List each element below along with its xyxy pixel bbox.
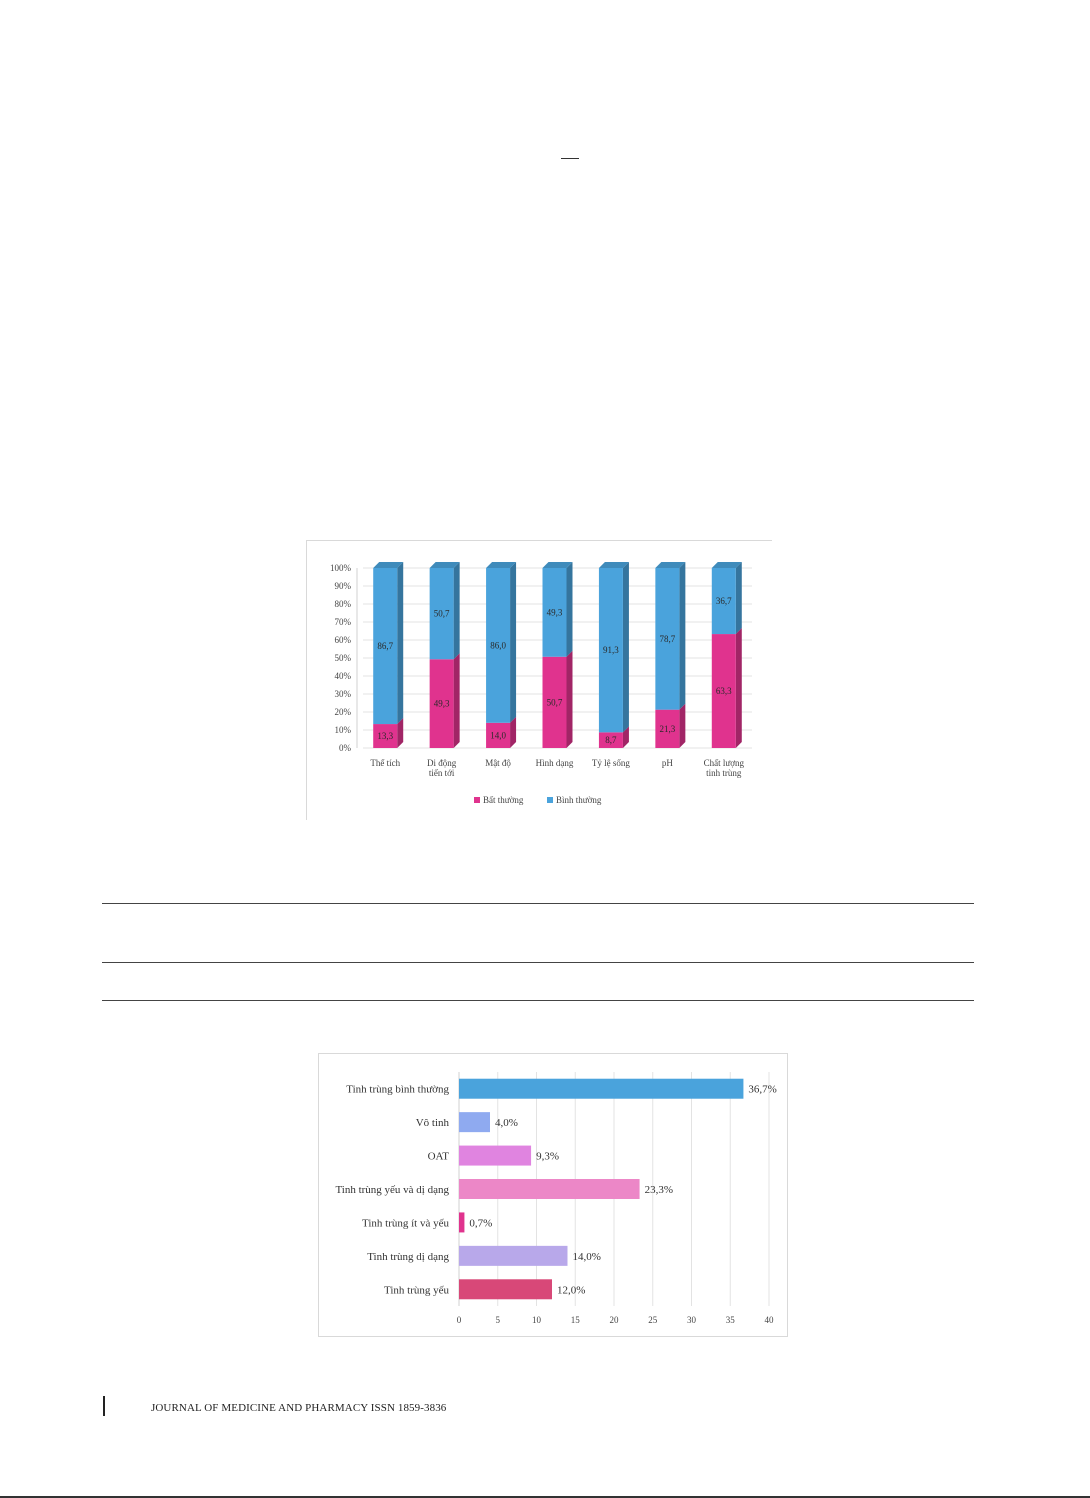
data-label: 36,7%	[748, 1083, 777, 1096]
table-header-rule	[102, 962, 974, 963]
bar-side	[567, 651, 573, 748]
data-label: 50,7	[433, 608, 450, 619]
x-category-label: tinh trùng	[706, 768, 742, 778]
bar-side	[623, 562, 629, 732]
y-tick-label: 30%	[334, 689, 351, 699]
bar	[459, 1112, 490, 1132]
category-label: Tinh trùng bình thường	[346, 1083, 449, 1096]
category-label: OAT	[427, 1150, 449, 1163]
x-category-label: Thể tích	[370, 758, 401, 768]
bar-side	[736, 628, 742, 748]
x-category-label: Chất lượng	[703, 758, 744, 768]
data-label: 49,3	[433, 698, 450, 709]
data-label: 63,3	[715, 686, 732, 697]
data-label: 12,0%	[557, 1284, 586, 1297]
bar	[459, 1079, 743, 1099]
y-tick-label: 80%	[334, 599, 351, 609]
x-tick-label: 25	[648, 1315, 658, 1325]
table-bottom-rule	[102, 1000, 974, 1001]
category-label: Tinh trùng yếu	[384, 1284, 449, 1297]
x-category-label: tiến tới	[428, 768, 455, 778]
data-label: 86,7	[377, 641, 394, 652]
bar-side	[397, 562, 403, 724]
page-number-mark	[561, 158, 579, 159]
x-category-label: Hình dạng	[535, 758, 574, 768]
bar-side	[679, 704, 685, 748]
bar-side	[679, 562, 685, 710]
x-category-label: Di động	[427, 758, 457, 768]
data-label: 23,3%	[644, 1184, 673, 1196]
data-label: 13,3	[377, 731, 394, 742]
y-tick-label: 60%	[334, 635, 351, 645]
x-tick-label: 15	[570, 1315, 580, 1325]
bar-side	[454, 562, 460, 659]
category-label: Tinh trùng ít và yếu	[362, 1217, 449, 1230]
data-label: 91,3	[603, 645, 619, 656]
chart-semen-classification	[318, 1053, 788, 1337]
data-label: 36,7	[715, 596, 732, 607]
y-tick-label: 90%	[334, 581, 351, 591]
y-tick-label: 40%	[334, 671, 351, 681]
data-label: 21,3	[659, 723, 676, 734]
data-label: 86,0	[490, 640, 506, 651]
bar	[459, 1146, 531, 1166]
x-tick-label: 10	[532, 1315, 541, 1325]
data-label: 0,7%	[469, 1217, 493, 1230]
bar	[459, 1212, 464, 1232]
category-label: Tinh trùng dị dạng	[367, 1250, 449, 1263]
stacked-bar-chart	[307, 541, 773, 821]
table-top-rule	[102, 903, 974, 904]
category-label: Tinh trùng yếu và dị dạng	[335, 1184, 449, 1196]
x-tick-label: 5	[495, 1315, 500, 1325]
bar-side	[736, 562, 742, 634]
footer-bar	[103, 1396, 105, 1416]
data-label: 9,3%	[536, 1150, 559, 1163]
bar	[459, 1246, 568, 1266]
y-tick-label: 70%	[334, 617, 351, 627]
y-tick-label: 100%	[330, 563, 351, 573]
horizontal-bar-chart	[319, 1054, 789, 1338]
x-tick-label: 40	[764, 1315, 774, 1325]
journal-footer: JOURNAL OF MEDICINE AND PHARMACY ISSN 1859-3836	[151, 1402, 447, 1414]
data-label: 14,0	[490, 730, 506, 741]
x-tick-label: 30	[687, 1315, 696, 1325]
legend-label-abnormal: Bất thường	[483, 795, 524, 805]
bar-side	[454, 653, 460, 748]
y-tick-label: 0%	[339, 743, 351, 753]
bar	[459, 1179, 640, 1199]
data-label: 4,0%	[495, 1117, 518, 1130]
bar-side	[510, 562, 516, 723]
legend-swatch-normal	[547, 797, 553, 803]
legend-swatch-abnormal	[474, 797, 480, 803]
bar-side	[567, 562, 573, 657]
x-category-label: Mật độ	[485, 758, 511, 768]
data-label: 8,7	[605, 735, 617, 746]
data-label: 49,3	[546, 607, 563, 618]
x-tick-label: 20	[609, 1315, 619, 1325]
data-label: 50,7	[546, 697, 563, 708]
x-category-label: pH	[661, 758, 673, 768]
y-tick-label: 50%	[334, 653, 351, 663]
x-tick-label: 0	[456, 1315, 462, 1325]
legend-label-normal: Bình thường	[556, 795, 602, 805]
bar	[459, 1279, 552, 1299]
y-tick-label: 10%	[334, 725, 351, 735]
x-category-label: Tỷ lệ sống	[591, 758, 630, 768]
data-label: 78,7	[659, 633, 676, 644]
y-tick-label: 20%	[334, 707, 351, 717]
x-tick-label: 35	[725, 1315, 735, 1325]
chart-semen-parameters	[306, 540, 772, 820]
data-label: 14,0%	[572, 1250, 601, 1263]
category-label: Vô tinh	[415, 1117, 449, 1130]
